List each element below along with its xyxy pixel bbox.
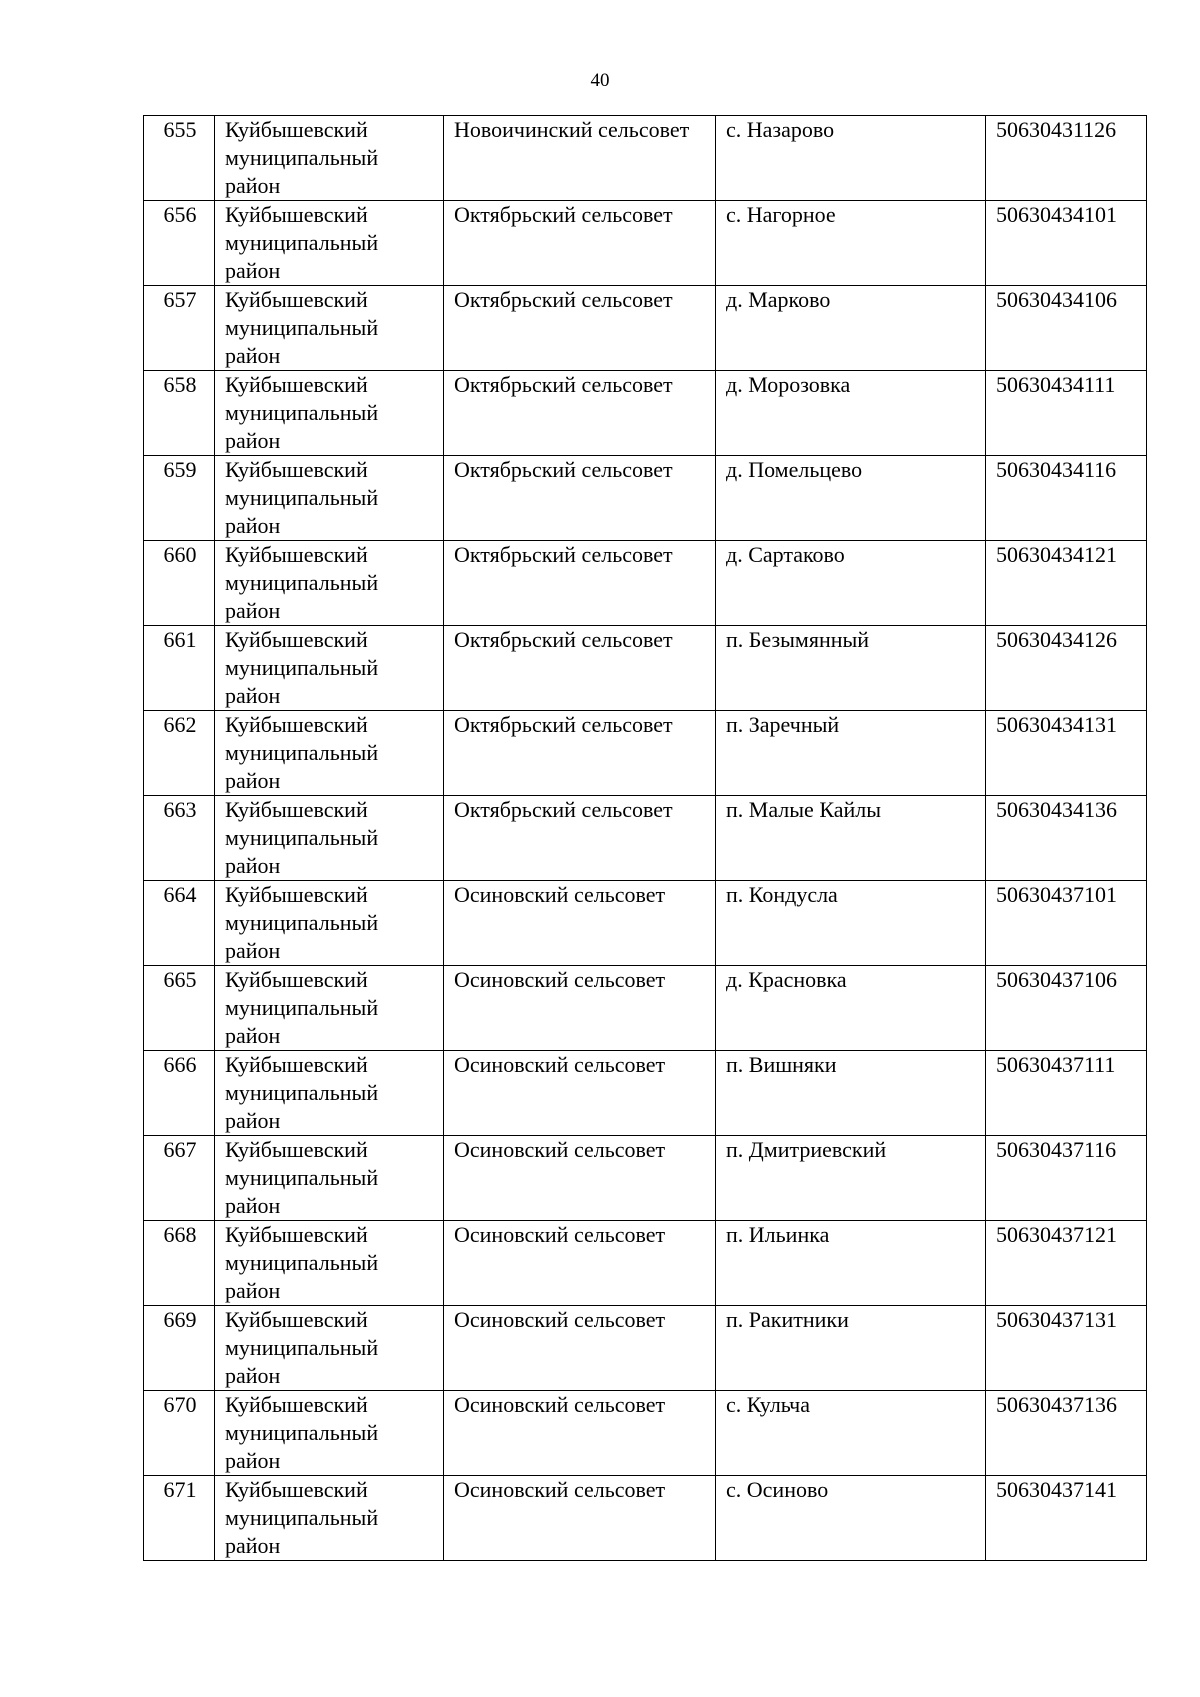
row-number-cell: 670	[144, 1391, 215, 1476]
oktmo-code-cell: 50630437101	[986, 881, 1147, 966]
table-row	[144, 1391, 1147, 1476]
district-cell: Куйбышевский муниципальный район	[215, 881, 444, 966]
table-row	[144, 711, 1147, 796]
row-number-cell: 660	[144, 541, 215, 626]
council-cell: Октябрьский сельсовет	[444, 201, 716, 286]
settlement-cell: п. Заречный	[716, 711, 986, 796]
row-number-cell: 658	[144, 371, 215, 456]
oktmo-code-cell: 50630434116	[986, 456, 1147, 541]
row-number-cell: 657	[144, 286, 215, 371]
table-row	[144, 626, 1147, 711]
table-row	[144, 201, 1147, 286]
settlement-cell: п. Дмитриевский	[716, 1136, 986, 1221]
settlement-cell: с. Назарово	[716, 116, 986, 201]
table-row	[144, 881, 1147, 966]
council-cell: Октябрьский сельсовет	[444, 456, 716, 541]
district-cell: Куйбышевский муниципальный район	[215, 1221, 444, 1306]
oktmo-code-cell: 50630434126	[986, 626, 1147, 711]
table-row	[144, 966, 1147, 1051]
council-cell: Октябрьский сельсовет	[444, 541, 716, 626]
oktmo-code-cell: 50630437131	[986, 1306, 1147, 1391]
settlement-cell: п. Вишняки	[716, 1051, 986, 1136]
council-cell: Осиновский сельсовет	[444, 1391, 716, 1476]
council-cell: Октябрьский сельсовет	[444, 796, 716, 881]
oktmo-code-cell: 50630437136	[986, 1391, 1147, 1476]
settlement-cell: п. Безымянный	[716, 626, 986, 711]
council-cell: Октябрьский сельсовет	[444, 626, 716, 711]
oktmo-code-cell: 50630434136	[986, 796, 1147, 881]
council-cell: Осиновский сельсовет	[444, 1051, 716, 1136]
council-cell: Новоичинский сельсовет	[444, 116, 716, 201]
settlement-cell: д. Сартаково	[716, 541, 986, 626]
oktmo-code-cell: 50630437106	[986, 966, 1147, 1051]
row-number-cell: 659	[144, 456, 215, 541]
page-number: 40	[590, 70, 610, 91]
oktmo-code-cell: 50630434121	[986, 541, 1147, 626]
row-number-cell: 668	[144, 1221, 215, 1306]
row-number-cell: 661	[144, 626, 215, 711]
council-cell: Осиновский сельсовет	[444, 881, 716, 966]
table-row	[144, 541, 1147, 626]
oktmo-code-cell: 50630431126	[986, 116, 1147, 201]
row-number-cell: 665	[144, 966, 215, 1051]
council-cell: Осиновский сельсовет	[444, 1306, 716, 1391]
district-cell: Куйбышевский муниципальный район	[215, 371, 444, 456]
table-row	[144, 1051, 1147, 1136]
district-cell: Куйбышевский муниципальный район	[215, 796, 444, 881]
row-number-cell: 666	[144, 1051, 215, 1136]
council-cell: Осиновский сельсовет	[444, 1136, 716, 1221]
oktmo-code-cell: 50630437141	[986, 1476, 1147, 1561]
council-cell: Октябрьский сельсовет	[444, 286, 716, 371]
settlement-cell: д. Красновка	[716, 966, 986, 1051]
settlement-cell: п. Ракитники	[716, 1306, 986, 1391]
row-number-cell: 667	[144, 1136, 215, 1221]
council-cell: Осиновский сельсовет	[444, 966, 716, 1051]
row-number-cell: 662	[144, 711, 215, 796]
district-cell: Куйбышевский муниципальный район	[215, 1476, 444, 1561]
row-number-cell: 656	[144, 201, 215, 286]
settlement-cell: д. Марково	[716, 286, 986, 371]
table-row	[144, 1136, 1147, 1221]
table-row	[144, 1221, 1147, 1306]
district-cell: Куйбышевский муниципальный район	[215, 541, 444, 626]
table-row	[144, 1476, 1147, 1561]
oktmo-code-cell: 50630434106	[986, 286, 1147, 371]
table-row	[144, 371, 1147, 456]
district-cell: Куйбышевский муниципальный район	[215, 711, 444, 796]
district-cell: Куйбышевский муниципальный район	[215, 201, 444, 286]
oktmo-code-cell: 50630437116	[986, 1136, 1147, 1221]
council-cell: Осиновский сельсовет	[444, 1476, 716, 1561]
table-row	[144, 456, 1147, 541]
district-cell: Куйбышевский муниципальный район	[215, 1136, 444, 1221]
oktmo-code-cell: 50630434111	[986, 371, 1147, 456]
settlement-cell: с. Нагорное	[716, 201, 986, 286]
table-row	[144, 116, 1147, 201]
row-number-cell: 655	[144, 116, 215, 201]
oktmo-code-cell: 50630437121	[986, 1221, 1147, 1306]
district-cell: Куйбышевский муниципальный район	[215, 966, 444, 1051]
oktmo-code-cell: 50630434101	[986, 201, 1147, 286]
row-number-cell: 671	[144, 1476, 215, 1561]
oktmo-code-cell: 50630434131	[986, 711, 1147, 796]
table-row	[144, 286, 1147, 371]
row-number-cell: 669	[144, 1306, 215, 1391]
table-row	[144, 1306, 1147, 1391]
district-cell: Куйбышевский муниципальный район	[215, 1306, 444, 1391]
settlement-cell: п. Малые Кайлы	[716, 796, 986, 881]
row-number-cell: 664	[144, 881, 215, 966]
oktmo-code-cell: 50630437111	[986, 1051, 1147, 1136]
settlement-cell: п. Ильинка	[716, 1221, 986, 1306]
district-cell: Куйбышевский муниципальный район	[215, 456, 444, 541]
council-cell: Осиновский сельсовет	[444, 1221, 716, 1306]
council-cell: Октябрьский сельсовет	[444, 711, 716, 796]
council-cell: Октябрьский сельсовет	[444, 371, 716, 456]
row-number-cell: 663	[144, 796, 215, 881]
settlement-cell: д. Помельцево	[716, 456, 986, 541]
district-cell: Куйбышевский муниципальный район	[215, 1391, 444, 1476]
district-cell: Куйбышевский муниципальный район	[215, 116, 444, 201]
district-cell: Куйбышевский муниципальный район	[215, 286, 444, 371]
settlement-cell: с. Осиново	[716, 1476, 986, 1561]
district-cell: Куйбышевский муниципальный район	[215, 626, 444, 711]
settlements-table-body	[144, 116, 1147, 1561]
settlement-cell: п. Кондусла	[716, 881, 986, 966]
table-row	[144, 796, 1147, 881]
settlements-table	[143, 115, 1147, 1561]
settlement-cell: д. Морозовка	[716, 371, 986, 456]
district-cell: Куйбышевский муниципальный район	[215, 1051, 444, 1136]
settlement-cell: с. Кульча	[716, 1391, 986, 1476]
